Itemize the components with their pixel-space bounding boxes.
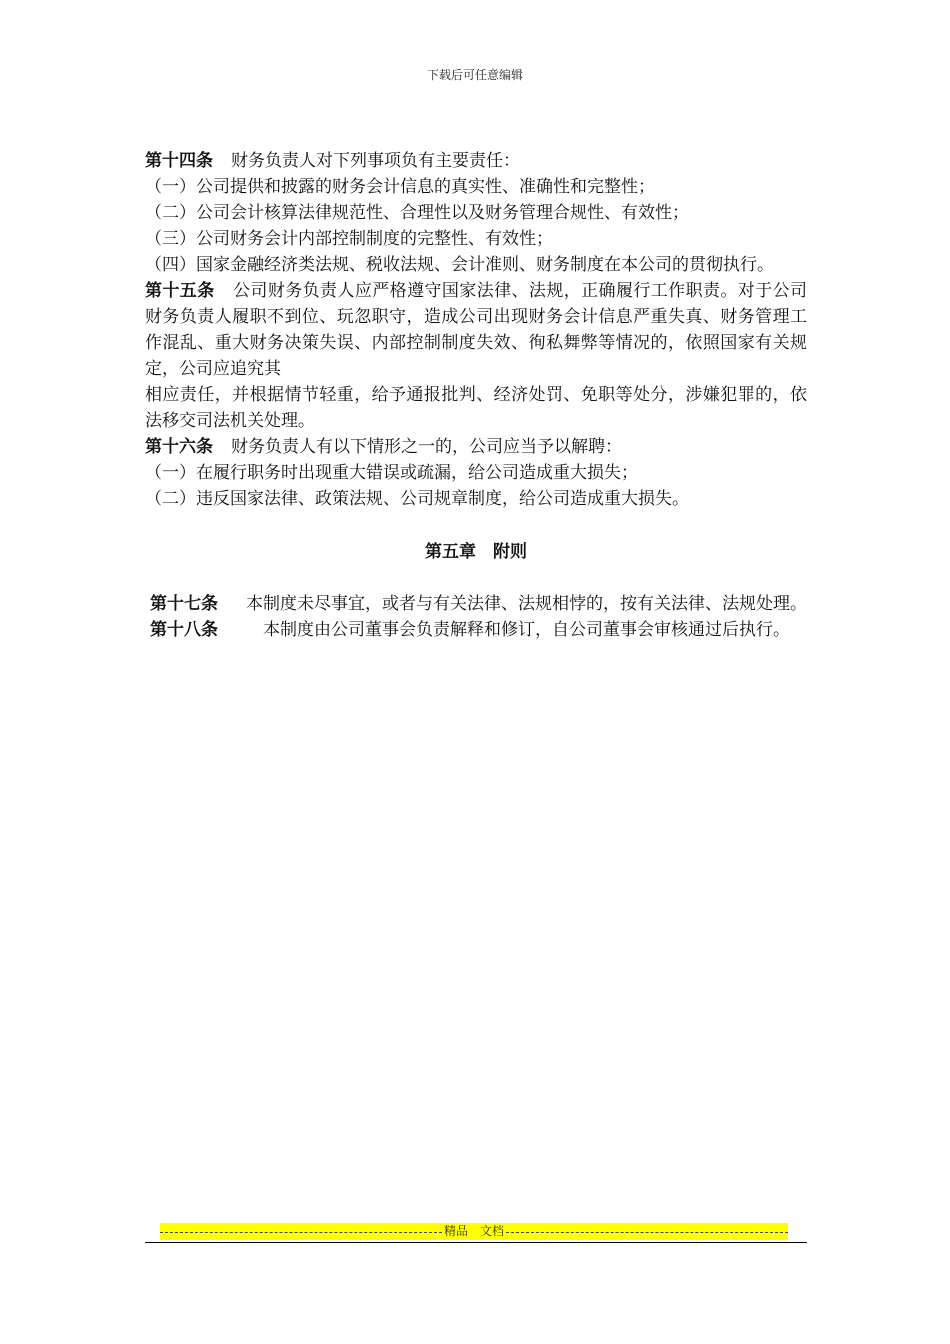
article-15-continued: 相应责任，并根据情节轻重，给予通报批判、经济处罚、免职等处分，涉嫌犯罪的，依法移交司法机关处理。 (145, 385, 807, 431)
article-15-text: 公司财务负责人应严格遵守国家法律、法规，正确履行工作职责。对于公司财务负责人履职不到位、玩忽职守，造成公司出现财务会计信息严重失真、财务管理工作混乱、重大财务决策失误、内部控制制度失效、徇私舞弊等情况的，依照国家有关规定，公司应追究其 (145, 281, 808, 379)
article-14-item-2: （二）公司会计核算法律规范性、合理性以及财务管理合规性、有效性； (145, 203, 689, 223)
footer-dash-left (160, 1232, 442, 1233)
footer-dash-right (506, 1232, 788, 1233)
footer-text: 精品 文档 (444, 1224, 505, 1238)
article-16-label: 第十六条 (145, 437, 213, 457)
article-16-item-1: （一）在履行职务时出现重大错误或疏漏，给公司造成重大损失； (145, 463, 638, 483)
article-15 (145, 278, 807, 382)
article-16-item-2: （二）违反国家法律、政策法规、公司规章制度，给公司造成重大损失。 (145, 489, 689, 509)
article-18-text: 本制度由公司董事会负责解释和修订，自公司董事会审核通过后执行。 (263, 620, 790, 640)
document-body (145, 148, 807, 643)
article-16-text: 财务负责人有以下情形之一的，公司应当予以解聘： (231, 437, 622, 457)
article-15-label: 第十五条 (145, 281, 215, 301)
page-header: 下载后可任意编辑 (426, 68, 523, 82)
article-17-label: 第十七条 (150, 594, 218, 614)
article-14-item-4: （四）国家金融经济类法规、税收法规、会计准则、财务制度在本公司的贯彻执行。 (145, 255, 774, 275)
article-14-item-3: （三）公司财务会计内部控制制度的完整性、有效性； (145, 229, 553, 249)
article-18-label: 第十八条 (150, 620, 218, 640)
article-14-label: 第十四条 (145, 151, 213, 171)
article-16 (145, 434, 807, 460)
footer-rule (145, 1242, 807, 1243)
article-14-item-1: （一）公司提供和披露的财务会计信息的真实性、准确性和完整性； (145, 177, 655, 197)
article-17 (150, 591, 807, 617)
footer-band (160, 1223, 788, 1240)
article-17-text: 本制度未尽事宜，或者与有关法律、法规相悖的，按有关法律、法规处理。 (246, 594, 807, 614)
article-14 (145, 148, 807, 174)
article-18 (150, 617, 807, 643)
chapter-title: 第五章 附则 (425, 542, 527, 562)
article-14-text: 财务负责人对下列事项负有主要责任： (231, 151, 520, 171)
